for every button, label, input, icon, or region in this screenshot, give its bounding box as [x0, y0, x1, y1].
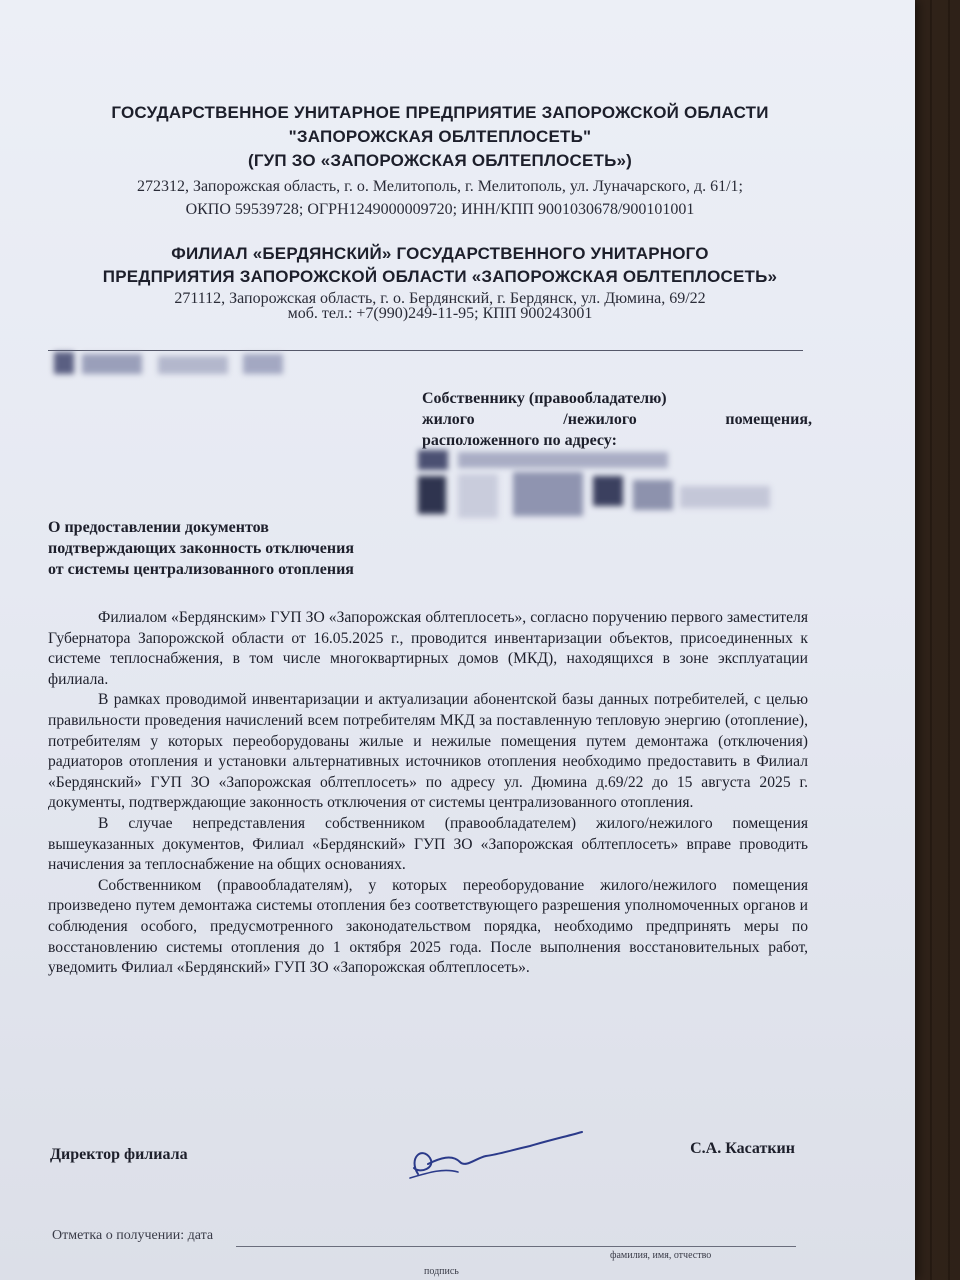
recipient-word-premises: помещения, — [725, 411, 812, 428]
signatory-name: С.А. Касаткин — [690, 1140, 795, 1157]
wood-grain — [930, 0, 932, 1280]
body-paragraph-3: В случае непредставления собственником (правообладателем) жилого/нежилого помещения вышеуказанных документов, Филиал «Бердянский» ГУП ЗО «Запорожская облтеплосеть» вправе проводить начисления за теплоснабжение на общих основаниях. — [48, 814, 808, 874]
org-name-line3: (ГУП ЗО «ЗАПОРОЖСКАЯ ОБЛТЕПЛОСЕТЬ») — [247, 151, 633, 170]
subject-line1: О предоставлении документов — [48, 519, 269, 536]
org-address: 272312, Запорожская область, г. о. Мелитополь, г. Мелитополь, ул. Луначарского, д. 61/1; — [137, 178, 743, 195]
wood-grain — [948, 0, 950, 1280]
name-caption: фамилия, имя, отчество — [610, 1250, 712, 1261]
body-paragraph-4: Собственником (правообладателям), у которых переоборудование жилого/нежилого помещения произведено путем демонтажа системы отопления без соответствующего разрешения уполномоченных органов и соблюдения особого, предусмотренного законодательством порядка, необходимо предпринять меры по восстановлению системы отопления до 1 октября 2025 года. После выполнения восстановительных работ, уведомить Филиал «Бердянский» ГУП ЗО «Запорожская облтеплосеть». — [48, 876, 808, 977]
org-codes: ОКПО 59539728; ОГРН1249000009720; ИНН/КПП 9001030678/900101001 — [185, 201, 695, 218]
body-paragraph-2: В рамках проводимой инвентаризации и актуализации абонентской базы данных потребителей, с целью правильности проведения начислений всем потребителям МКД за поставленную тепловую энергию (отопление), потребителям у которых переоборудованы жилые и нежилые помещения путем демонтажа (отключения) радиаторов отопления и установки альтернативных источников отопления необходимо предоставить в Филиал «Бердянский» ГУП ЗО «Запорожская облтеплосеть» по адресу ул. Дюмина д.69/22 до 15 августа 2025 г. документы, подтверждающие законность отключения от системы централизованного отопления. — [48, 691, 808, 812]
branch-name-line2: ПРЕДПРИЯТИЯ ЗАПОРОЖСКОЙ ОБЛАСТИ «ЗАПОРОЖСКАЯ ОБЛТЕПЛОСЕТЬ» — [102, 267, 778, 286]
recipient-line1: Собственнику (правообладателю) — [422, 390, 667, 407]
body-paragraph-1: Филиалом «Бердянским» ГУП ЗО «Запорожская облтеплосеть», согласно поручению первого заместителя Губернатора Запорожской области от 16.05.2025 г., проводится инвентаризации объектов, присоединенных к системе теплоснабжения, в том числе многоквартирных домов (МКД), находящихся в зоне эксплуатации филиала. — [48, 609, 808, 688]
redacted-recipient-address — [418, 450, 778, 522]
recipient-word-nonresidential: /нежилого — [563, 411, 637, 428]
recipient-word-residential: жилого — [422, 411, 475, 428]
signature-caption: подпись — [424, 1266, 459, 1277]
receipt-line — [236, 1246, 796, 1247]
recipient-line3: расположенного по адресу: — [422, 432, 617, 449]
org-name-line2: "ЗАПОРОЖСКАЯ ОБЛТЕПЛОСЕТЬ" — [288, 127, 592, 146]
branch-contacts: моб. тел.: +7(990)249-11-95; КПП 900243001 — [287, 305, 593, 322]
subject-line3: от системы централизованного отопления — [48, 561, 354, 578]
recipient-block — [422, 388, 812, 451]
letter-body — [48, 608, 808, 979]
branch-address: 271112, Запорожская область, г. о. Бердянский, г. Бердянск, ул. Дюмина, 69/22 — [174, 290, 706, 307]
handwritten-signature — [400, 1128, 590, 1184]
recipient-line2 — [422, 409, 812, 430]
subject-line2: подтверждающих законность отключения — [48, 540, 354, 557]
branch-name-line1: ФИЛИАЛ «БЕРДЯНСКИЙ» ГОСУДАРСТВЕННОГО УНИТАРНОГО — [171, 244, 709, 263]
org-name-line1: ГОСУДАРСТВЕННОЕ УНИТАРНОЕ ПРЕДПРИЯТИЕ ЗАПОРОЖСКОЙ ОБЛАСТИ — [111, 103, 769, 122]
signatory-position: Директор филиала — [50, 1146, 188, 1163]
letter-subject — [48, 517, 448, 580]
receipt-label: Отметка о получении: дата — [52, 1228, 214, 1243]
redacted-reference-number — [48, 348, 298, 382]
